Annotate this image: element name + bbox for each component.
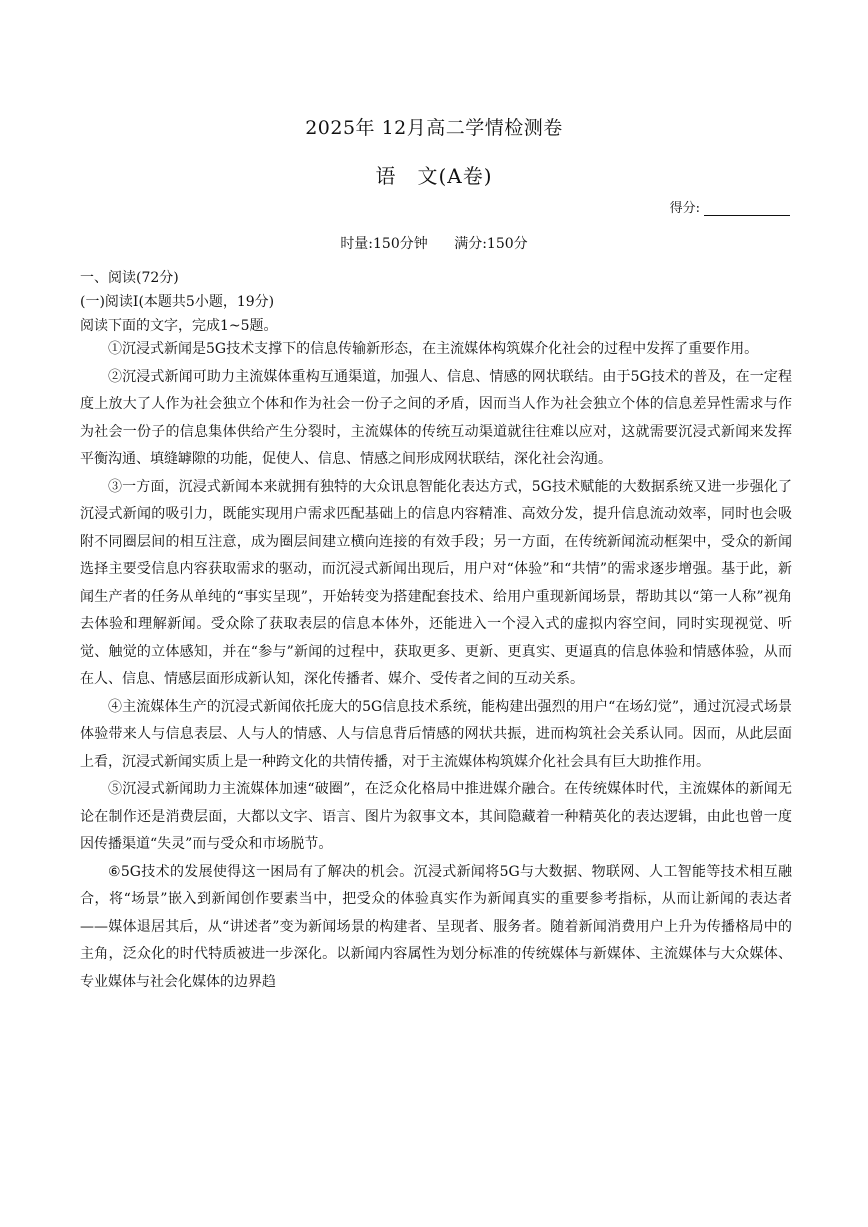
section-heading: 一、阅读(72分) bbox=[80, 270, 179, 286]
passage-paragraph: ①沉浸式新闻是5G技术支撑下的信息传输新形态，在主流媒体构筑媒介化社会的过程中发挥了重要作用。 bbox=[108, 341, 759, 357]
subsection-heading: (一)阅读Ⅰ(本题共5小题，19分) bbox=[80, 294, 275, 310]
score-label: 得分: bbox=[669, 201, 700, 216]
time-limit: 时量:150分钟 bbox=[340, 236, 428, 252]
reading-instruction: 阅读下面的文字，完成1~5题。 bbox=[80, 318, 278, 334]
score-field bbox=[670, 197, 790, 216]
passage-paragraph: ⑥5G技术的发展使得这一困局有了解决的机会。沉浸式新闻将5G与大数据、物联网、人工智能等技术相互融合，将“场景”嵌入到新闻创作要素当中，把受众的体验真实作为新闻真实的重要参考指标，从而让新闻的表达者——媒体退居其后，从“讲述者”变为新闻场景的构建者、呈现者、服务者。随着新闻消费用户上升为传播格局中的主角，泛众化的时代特质被进一步深化。以新闻内容属性为划分标准的传统媒体与新媒体、主流媒体与大众媒体、专业媒体与社会化媒体的边界趋 bbox=[80, 863, 792, 990]
passage-paragraph: ③一方面，沉浸式新闻本来就拥有独特的大众讯息智能化表达方式，5G技术赋能的大数据系统又进一步强化了沉浸式新闻的吸引力，既能实现用户需求匹配基础上的信息内容精准、高效分发，提升信息流动效率，同时也会吸附不同圈层间的相互注意，成为圈层间建立横向连接的有效手段；另一方面，在传统新闻流动框架中，受众的新闻选择主要受信息内容获取需求的驱动，而沉浸式新闻出现后，用户对“体验”和“共情”的需求逐步增强。基于此，新闻生产者的任务从单纯的“事实呈现”，开始转变为搭建配套技术、给用户重现新闻场景，帮助其以“第一人称”视角去体验和理解新闻。受众除了获取表层的信息本体外，还能进入一个浸入式的虚拟内容空间，同时实现视觉、听觉、触觉的立体感知，并在“参与”新闻的过程中，获取更多、更新、更真实、更逼真的信息体验和情感体验，从而在人、信息、情感层面形成新认知，深化传播者、媒介、受传者之间的互动关系。 bbox=[80, 478, 792, 687]
reading-passage bbox=[80, 336, 792, 996]
section-intro bbox=[80, 266, 792, 338]
exam-meta bbox=[0, 233, 868, 253]
full-score: 满分:150分 bbox=[454, 236, 528, 252]
score-blank-line bbox=[704, 201, 790, 216]
exam-subject: 语 文(A卷) bbox=[375, 164, 493, 188]
passage-paragraph: ②沉浸式新闻可助力主流媒体重构互通渠道，加强人、信息、情感的网状联结。由于5G技术的普及，在一定程度上放大了人作为社会独立个体和作为社会一份子之间的矛盾，因而当人作为社会独立个体的信息差异性需求与作为社会一份子的信息集体供给产生分裂时，主流媒体的传统互动渠道就往往难以应对，这就需要沉浸式新闻来发挥平衡沟通、填缝罅隙的功能，促使人、信息、情感之间形成网状联结，深化社会沟通。 bbox=[80, 368, 792, 467]
exam-title: 2025年 12月高二学情检测卷 bbox=[305, 117, 563, 139]
passage-paragraph: ⑤沉浸式新闻助力主流媒体加速“破圈”，在泛众化格局中推进媒介融合。在传统媒体时代，主流媒体的新闻无论在制作还是消费层面，大都以文字、语言、图片为叙事文本，其间隐藏着一种精英化的表达逻辑，由此也曾一度因传播渠道“失灵”而与受众和市场脱节。 bbox=[80, 781, 792, 852]
passage-paragraph: ④主流媒体生产的沉浸式新闻依托庞大的5G信息技术系统，能构建出强烈的用户“在场幻觉”，通过沉浸式场景体验带来人与信息表层、人与人的情感、人与信息背后情感的网状共振，进而构筑社会关系认同。因而，从此层面上看，沉浸式新闻实质上是一种跨文化的共情传播，对于主流媒体构筑媒介化社会具有巨大助推作用。 bbox=[80, 698, 792, 770]
